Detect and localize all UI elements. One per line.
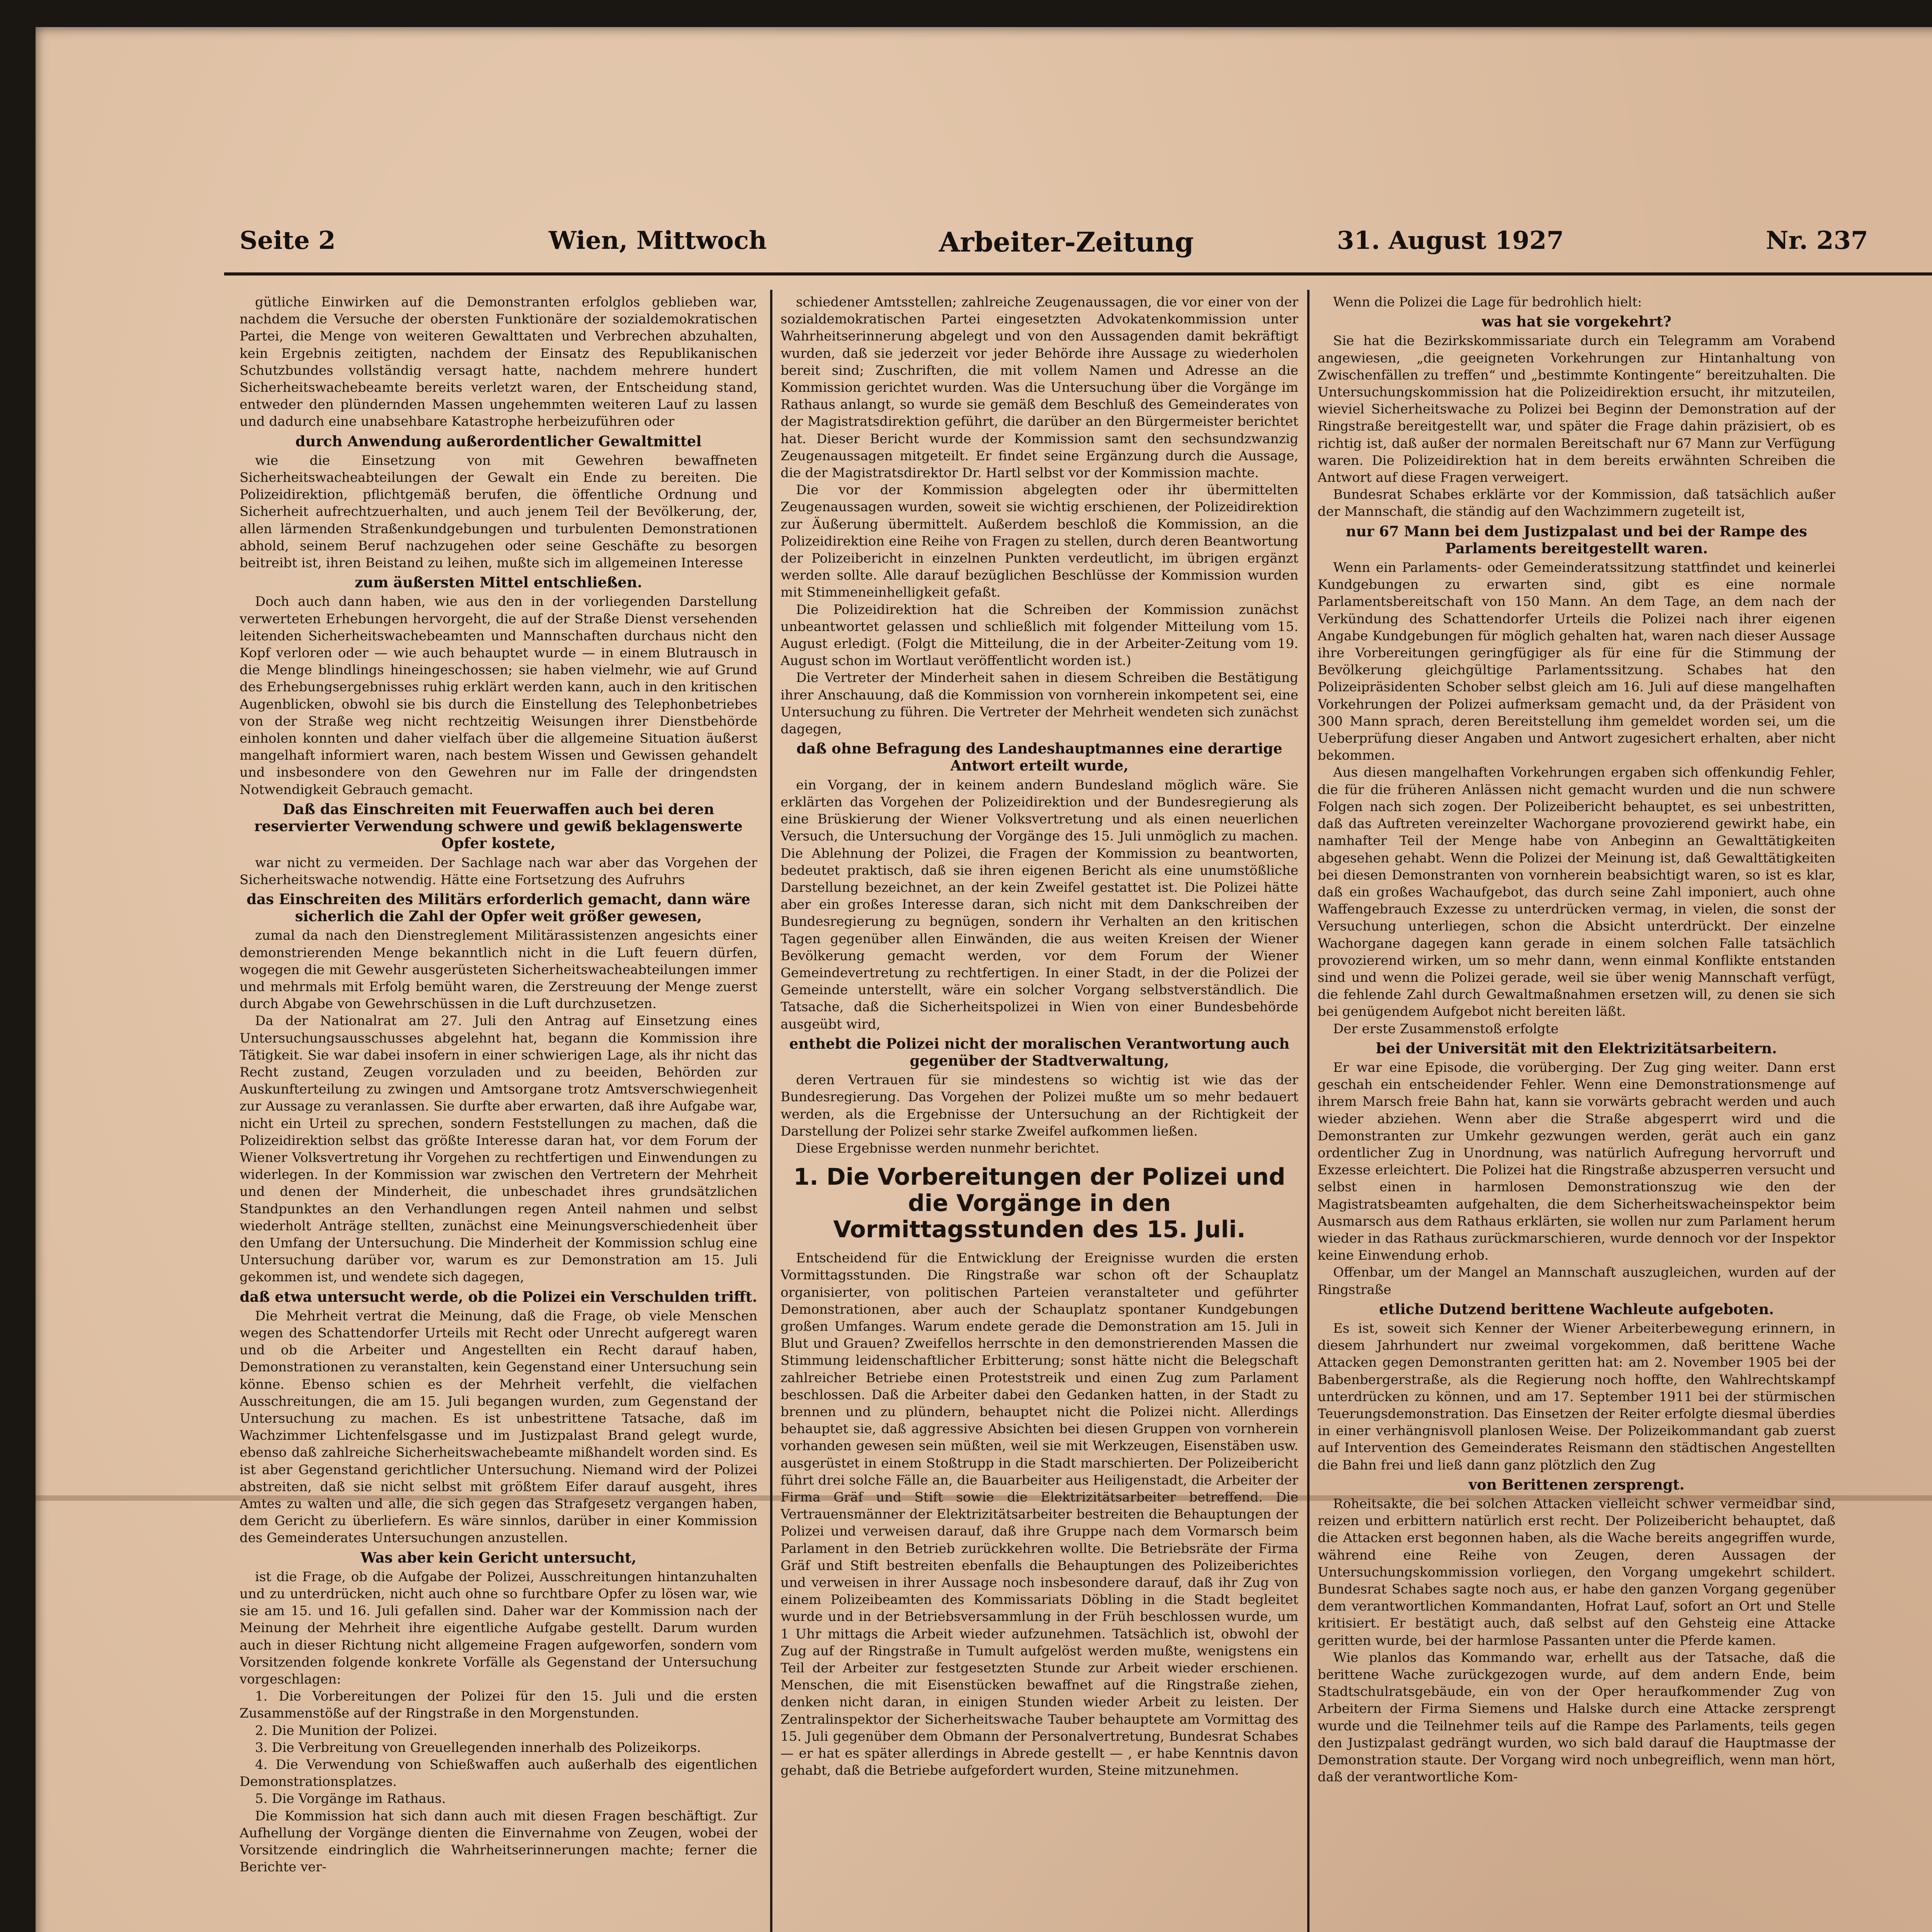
subheading: Was aber kein Gericht untersucht, <box>361 1549 636 1566</box>
paragraph: Roheitsakte, die bei solchen Attacken vielleicht schwer vermeidbar sind, reizen und erbittern natürlich erst recht. Der Polizeibericht behauptet, daß die Attacken erst begonnen haben, als die Wache bereits angegriffen wurde, während eine Reihe von Zeugen, deren Aussagen der Untersuchungskommission vorliegen, den Vorgang umgekehrt schildert. Bundesrat Schabes sagte noch aus, er habe den ganzen Vorgang gegenüber dem verantwortlichen Kommandanten, Hofrat Lauf, sofort an Ort und Stelle kritisiert. Er bestätigt auch, daß selbst auf den Gehsteig eine Attacke geritten wurde, bei der harmlose Passanten unter die Pferde kamen. <box>1318 1496 1835 1648</box>
text-column-3 <box>1318 294 1835 1932</box>
subheading: nur 67 Mann bei dem Justizpalast und bei der Rampe des Parlaments bereitgestellt waren. <box>1346 522 1807 557</box>
subheading: bei der Universität mit den Elektrizitätsarbeitern. <box>1376 1039 1777 1057</box>
paragraph: Bundesrat Schabes erklärte vor der Kommission, daß tatsächlich außer der Mannschaft, die ständig auf den Wachzimmern zugeteilt ist, <box>1318 487 1835 520</box>
paragraph: Wie planlos das Kommando war, erhellt aus der Tatsache, daß die berittene Wache zurückgezogen wurde, auf dem andern Ende, beim Stadtschulratsgebäude, ein von der Oper heraufkommender Zug von Arbeitern der Firma Siemens und Halske durch eine Attacke zersprengt wurde und die Teilnehmer teils auf die Rampe des Parlaments, teils gegen den Justizpalast gedrängt wurden, wo sich bald darauf die Hauptmasse der Demonstration staute. Der Vorgang wird noch unbegreiflich, wenn man hört, daß der verantwortliche Kom- <box>1318 1650 1835 1785</box>
issue-date: 31. August 1927 <box>1337 226 1564 255</box>
paragraph: gütliche Einwirken auf die Demonstranten erfolglos geblieben war, nachdem die Versuche der obersten Funktionäre der sozialdemokratischen Partei, die Menge von weiteren Gewalttaten und Verbrechen abzuhalten, kein Ergebnis zeitigten, nachdem der Einsatz des Republikanischen Schutzbundes vollständig versagt hatte, nachdem mehrere hundert Sicherheitswachebeamte bereits verletzt waren, der Entscheidung stand, entweder den plündernden Massen ungehemmten weiteren Lauf zu lassen und dadurch eine unabsehbare Katastrophe herbeizuführen oder <box>240 294 757 430</box>
subheading: daß etwa untersucht werde, ob die Polizei ein Verschulden trifft. <box>240 1288 757 1305</box>
paragraph: schiedener Amtsstellen; zahlreiche Zeugenaussagen, die vor einer von der sozialdemokratischen Partei eingesetzten Advokatenkommission unter Wahrheitserinnerung abgelegt und von den Aussagenden damit bekräftigt wurden, daß sie jederzeit vor jeder Behörde ihre Aussage zu wiederholen bereit sind; Zuschriften, die mit vollem Namen und Adresse an die Kommission gerichtet wurden. Was die Untersuchung über die Vorgänge im Rathaus anlangt, so wurde sie gemäß dem Beschluß des Gemeinderates von der Magistratsdirektion geführt, die darüber an den Bürgermeister berichtet hat. Dieser Bericht wurde der Kommission samt den sechsundzwanzig Zeugenaussagen mitgeteilt. Er findet seine Ergänzung durch die Aussage, die der Magistratsdirektor Dr. Hartl selbst vor der Kommission machte. <box>781 294 1298 481</box>
issue-number: Nr. 237 <box>1766 226 1868 255</box>
paragraph: Wenn ein Parlaments- oder Gemeinderatssitzung stattfindet und keinerlei Kundgebungen zu erwarten sind, gibt es eine normale Parlamentsbereitschaft von 150 Mann. An dem Tage, an dem nach der Verkündung des Schattendorfer Urteils die Polizei nach ihrer eigenen Angabe Kundgebungen für möglich gehalten hat, waren nach dieser Aussage ihre Vorbereitungen geringfügiger als für eine für die Stimmung der Bevölkerung gleichgültige Parlamentssitzung. Schabes hat den Polizeipräsidenten Schober selbst gleich am 16. Juli auf diese mangelhaften Vorkehrungen der Polizei aufmerksam gemacht und, da der Präsident von 300 Mann sprach, deren Bereitstellung ihm gemeldet worden sei, um die Ueberprüfung dieser Angaben und Antwort zugesichert erhalten, aber nicht bekommen. <box>1318 560 1835 764</box>
subheading: daß ohne Befragung des Landeshauptmannes eine derartige Antwort erteilt wurde, <box>796 740 1282 774</box>
paragraph: ein Vorgang, der in keinem andern Bundesland möglich wäre. Sie erklärten das Vorgehen der Polizeidirektion und der Bundesregierung als eine Brüskierung der Wiener Volksvertretung und als einen neuerlichen Versuch, die Untersuchung der Vorgänge des 15. Juli unmöglich zu machen. Die Ablehnung der Polizei, die Fragen der Kommission zu beantworten, bedeutet praktisch, daß sie ihren eigenen Bericht als eine unumstößliche Darstellung bezeichnet, an der kein Zweifel gestattet ist. Die Polizei hätte aber ein großes Interesse daran, sich nicht mit dem Dankschreiben der Bundesregierung zu begnügen, sondern ihr Verhalten an den kritischen Tagen gegenüber allen Einwänden, die aus weiten Kreisen der Wiener Bevölkerung gemacht werden, vor dem Forum der Wiener Gemeindevertretung zu rechtfertigen. In einer Stadt, in der die Polizei der Gemeinde unterstellt, wäre ein solcher Vorgang selbstverständlich. Die Tatsache, daß die Sicherheitspolizei in Wien von einer Bundesbehörde ausgeübt wird, <box>781 777 1298 1032</box>
paragraph: deren Vertrauen für sie mindestens so wichtig ist wie das der Bundesregierung. Das Vorgehen der Polizei mußte um so mehr bedauert werden, als die Ergebnisse der Untersuchung an der Richtigkeit der Darstellung der Polizei sehr starke Zweifel aufkommen ließen. <box>781 1072 1298 1139</box>
paragraph: Offenbar, um der Mangel an Mannschaft auszugleichen, wurden auf der Ringstraße <box>1318 1265 1835 1298</box>
paragraph: Sie hat die Bezirkskommissariate durch ein Telegramm am Vorabend angewiesen, „die geeigneten Vorkehrungen zur Hintanhaltung von Zwischenfällen zu treffen“ und „bestimmte Kontingente“ bereitzuhalten. Die Untersuchungskommission hat die Polizeidirektion ersucht, ihr mitzuteilen, wieviel Sicherheitswache zu Polizei bei Beginn der Demonstration auf der Ringstraße bereitgestellt war, und später die Frage dahin präzisiert, ob es richtig ist, daß außer der normalen Bereitschaft nur 67 Mann zur Verfügung waren. Die Polizeidirektion hat in dem bereits erwähnten Schreiben die Antwort auf diese Fragen verweigert. <box>1318 333 1835 486</box>
column-rule <box>1307 290 1310 1932</box>
paragraph: wie die Einsetzung von mit Gewehren bewaffneten Sicherheitswacheabteilungen der Gewalt ein Ende zu bereiten. Die Polizeidirektion, pflichtgemäß berufen, die öffentliche Ordnung und Sicherheit aufrechtzuerhalten, und auch jenem Teil der Bevölkerung, der, allen lärmenden Straßenkundgebungen und turbulenten Demonstrationen abhold, seinem Beruf nachzugehen oder seine Geschäfte zu besorgen beitreibt ist, ihren Beistand zu leihen, mußte sich im allgemeinen Interesse <box>240 452 757 571</box>
text-column-1 <box>240 294 757 1932</box>
paragraph: Entscheidend für die Entwicklung der Ereignisse wurden die ersten Vormittagsstunden. Die Ringstraße war schon oft der Schauplatz organisierter, von politischen Parteien veranstalteter und geführter Demonstrationen, aber auch der Schauplatz spontaner Kundgebungen großen Umfanges. Warum endete gerade die Demonstration am 15. Juli in Blut und Grauen? Zweifellos herrschte in den demonstrierenden Massen die Stimmung leidenschaftlicher Erbitterung; sonst hätte nicht die Belegschaft zahlreicher Betriebe einen Proteststreik und einen Zug zum Parlament beschlossen. Daß die Arbeiter dabei den Gedanken hatten, in der Stadt zu brennen und zu plündern, behauptet nicht die Polizei nicht. Allerdings behauptet sie, daß aggressive Absichten bei diesen Gruppen von vornherein vorhanden gewesen sein müßten, weil sie mit Werkzeugen, Eisenstäben usw. ausgerüstet in einem Stoßtrupp in die Stadt marschierten. Der Polizeibericht führt drei solche Fälle an, die Bauarbeiter aus Heiligenstadt, die Arbeiter der Firma Gräf und Stift sowie die Elektrizitätsarbeiter betreffend. Die Vertrauensmänner der Elektrizitätsarbeiter bestreiten die Behauptungen der Polizei und verweisen darauf, daß ihre Gruppe nach dem Vormarsch beim Parlament in den Betrieb zurückkehren wollte. Die Betriebsräte der Firma Gräf und Stift bestreiten ebenfalls die Behauptungen des Polizeiberichtes und verweisen in ihrer Aussage noch insbesondere darauf, daß ihr Zug von einem Polizeibeamten des Kommissariats Döbling in die Stadt begleitet wurde und in der Betriebsversammlung in der Früh beschlossen wurde, um 1 Uhr mittags die Arbeit wieder aufzunehmen. Tatsächlich ist, obwohl der Zug auf der Ringstraße in Tumult aufgelöst werden mußte, wenigstens ein Teil der Arbeiter zur festgesetzten Stunde zur Arbeit wieder erschienen. Menschen, die mit Eisenstücken bewaffnet auf die Ringstraße ziehen, denken nicht daran, in einigen Stunden wieder Arbeit zu leisten. Der Zentralinspektor der Sicherheitswache Tauber behauptete am Vormittag des 15. Juli gegenüber dem Obmann der Personalvertretung, Bundesrat Schabes — er hat es später allerdings in Abrede gestellt — , er habe Kenntnis davon gehabt, daß die Betriebe aufgefordert wurden, Steine mitzunehmen. <box>781 1250 1298 1779</box>
subheading: etliche Dutzend berittene Wachleute aufgeboten. <box>1379 1300 1774 1318</box>
paragraph: Aus diesen mangelhaften Vorkehrungen ergaben sich offenkundig Fehler, die für die früheren Anlässen nicht gemacht wurden und die nun schwere Folgen nach sich zogen. Der Polizeibericht behauptet, es sei unbestritten, daß das Auftreten vereinzelter Wachorgane provozierend gewirkt habe, ein namhafter Teil der Menge habe von Anbeginn an Gewalttätigkeiten abgesehen gehabt. Wenn die Polizei der Meinung ist, daß Gewalttätigkeiten bei diesen Demonstranten von vornherein beabsichtigt waren, so ist es klar, daß ein großes Wachaufgebot, das durch seine Zahl imponiert, auch ohne Waffengebrauch Exzesse zu unterdrücken vermag, in vielen, die sonst der Versuchung unterliegen, schon die Absicht unterdrückt. Der einzelne Wachorgane dagegen kann gerade in einem solchen Falle tatsächlich provozierend wirken, um so mehr dann, wenn einmal Konflikte entstanden sind und wenn die Polizei gerade, weil sie über wenig Mannschaft verfügt, die fehlende Zahl durch Gewaltmaßnahmen ersetzen will, zu denen sie sich bei genügendem Aufgebot nicht bereiten läßt. <box>1318 765 1835 1020</box>
list-item: 3. Die Verbreitung von Greuellegenden innerhalb des Polizeikorps. <box>255 1740 701 1755</box>
paragraph: Er war eine Episode, die vorüberging. Der Zug ging weiter. Dann erst geschah ein entscheidender Fehler. Wenn eine Demonstrationsmenge auf ihrem Marsch freie Bahn hat, kann sie vorwärts gebracht werden und auch wieder abziehen. Wenn aber die Straße abgesperrt wird und die Demonstranten zur Umkehr gezwungen werden, gerät auch ein ganz ordentlicher Zug in Unordnung, was natürlich Aufregung hervorruft und Exzesse erleichtert. Die Polizei hat die Ringstraße abzusperren versucht und selbst einen in harmlosen Demonstrationszug wie den der Magistratsbeamten aufgehalten, die dem Sicherheitswacheinspektor beim Ausmarsch aus dem Rathaus erklärten, sie wollen nur zum Parlament herum wieder in das Rathaus zurückmarschieren, wurde dennoch vor der Inspektor keine Einwendung erhob. <box>1318 1060 1835 1264</box>
subheading: das Einschreiten des Militärs erforderlich gemacht, dann wäre sicherlich die Zahl der Opfer weit größer gewesen, <box>247 890 750 925</box>
paragraph: ist die Frage, ob die Aufgabe der Polizei, Ausschreitungen hintanzuhalten und zu unterdrücken, nicht auch ohne so furchtbare Opfer zu lösen war, wie sie am 15. und 16. Juli gefallen sind. Daher war der Kommission nach der Meinung der Mehrheit ihre eigentliche Aufgabe gestellt. Darum wurden auch in dieser Richtung nicht allgemeine Fragen aufgeworfen, sondern vom Vorsitzenden folgende konkrete Vorfälle als Gegenstand der Untersuchung vorgeschlagen: <box>240 1569 757 1687</box>
paragraph: Wenn die Polizei die Lage für bedrohlich hielt: <box>1333 294 1642 310</box>
page-number: Seite 2 <box>240 226 336 255</box>
section-title: 1. Die Vorbereitungen der Polizei und die Vorgänge in den Vormittagsstunden des 15. Juli. <box>793 1163 1286 1243</box>
paragraph: Die Polizeidirektion hat die Schreiben der Kommission zunächst unbeantwortet gelassen und schließlich mit folgender Mitteilung vom 15. August erledigt. (Folgt die Mitteilung, die in der Arbeiter-Zeitung vom 19. August schon im Wortlaut veröffentlicht worden ist.) <box>781 602 1298 669</box>
subheading: durch Anwendung außerordentlicher Gewaltmittel <box>295 432 702 450</box>
subheading: Daß das Einschreiten mit Feuerwaffen auch bei deren reservierter Verwendung schwere und gewiß beklagenswerte Opfer kostete, <box>254 800 743 852</box>
text-column-2 <box>781 294 1298 1932</box>
newspaper-name: Arbeiter-Zeitung <box>939 226 1194 258</box>
paragraph: Die Kommission hat sich dann auch mit diesen Fragen beschäftigt. Zur Aufhellung der Vorgänge dienten die Einvernahme von Zeugen, wobei der Vorsitzende eindringlich die Wahrheitserinnerungen machte; ferner die Berichte ver- <box>240 1808 757 1875</box>
paragraph: Die Mehrheit vertrat die Meinung, daß die Frage, ob viele Menschen wegen des Schattendorfer Urteils mit Recht oder Unrecht aufgeregt waren und ob die Arbeiter und Angestellten ein Recht darauf haben, Demonstrationen zu veranstalten, kein Gegenstand einer Untersuchung sein könne. Ebenso schien es der Mehrheit verfehlt, die vielfachen Ausschreitungen, die am 15. Juli begangen wurden, zum Gegenstand der Untersuchung zu machen. Es ist unbestrittene Tatsache, daß im Wachzimmer Lichtenfelsgasse und im Justizpalast Brand gelegt wurde, ebenso daß zahlreiche Sicherheitswachebeamte mißhandelt worden sind. Es ist aber Gegenstand gerichtlicher Untersuchung. Niemand wird der Polizei abstreiten, daß sie nicht selbst mit größtem Eifer darauf ausgeht, ihres Amtes zu walten und alle, die sich gegen das Strafgesetz vergangen haben, dem Gericht zu überliefern. Es wäre sinnlos, darüber in einer Kommission des Gemeinderates Untersuchungen anzustellen. <box>240 1308 757 1546</box>
list-item: 4. Die Verwendung von Schießwaffen auch außerhalb des eigentlichen Demonstrationsplatzes. <box>240 1757 757 1790</box>
paragraph: Die Vertreter der Minderheit sahen in diesem Schreiben die Bestätigung ihrer Anschauung, daß die Kommission von vornherein inkompetent sei, eine Untersuchung zu führen. Die Vertreter der Mehrheit wendeten sich zunächst dagegen, <box>781 670 1298 737</box>
list-item: 1. Die Vorbereitungen der Polizei für den 15. Juli und die ersten Zusammenstöße auf der Ringstraße in den Morgenstunden. <box>240 1689 757 1721</box>
subheading: was hat sie vorgekehrt? <box>1481 313 1672 330</box>
paragraph: zumal da nach den Dienstreglement Militärassistenzen angesichts einer demonstrierenden Menge bekanntlich nicht in die Luft feuern dürfen, wogegen die mit Gewehr ausgerüsteten Sicherheitswacheabteilungen immer und mehrmals mit Erfolg bemüht waren, die Zerstreuung der Menge zuerst durch Abgabe von Gewehrschüssen in die Luft durchzusetzen. <box>240 928 757 1012</box>
list-item: 5. Die Vorgänge im Rathaus. <box>255 1791 446 1807</box>
paragraph: Da der Nationalrat am 27. Juli den Antrag auf Einsetzung eines Untersuchungsausschusses abgelehnt hat, begann die Kommission ihre Tätigkeit. Sie war dabei insofern in einer schwierigen Lage, als ihr nicht das Recht zustand, Zeugen vorzuladen und zu beeiden, Behörden zur Auskunfterteilung zu zwingen und Amtsorgane trotz Amtsverschwiegenheit zur Aussage zu veranlassen. Sie durfte aber erwarten, daß ihre Aufgabe war, nicht ein Urteil zu sprechen, sondern Feststellungen zu machen, daß die Polizeidirektion selbst das größte Interesse daran hat, vor dem Forum der Wiener Volksvertretung ihr Vorgehen zu rechtfertigen und Einwendungen zu widerlegen. In der Kommission war zwischen den Vertretern der Mehrheit und denen der Minderheit, die unbeschadet ihres grundsätzlichen Standpunktes an den Verhandlungen regen Anteil nahmen und selbst wiederholt Anträge stellten, zunächst eine Meinungsverschiedenheit über den Umfang der Untersuchung. Die Minderheit der Kommission schlug eine Untersuchung darüber vor, warum es zur Demonstration am 15. Juli gekommen ist, und wendete sich dagegen, <box>240 1013 757 1285</box>
subheading: von Berittenen zersprengt. <box>1468 1476 1685 1493</box>
subheading: enthebt die Polizei nicht der moralischen Verantwortung auch gegenüber der Stadtverwaltung, <box>789 1035 1290 1069</box>
place-day: Wien, Mittwoch <box>549 226 767 255</box>
paragraph: Die vor der Kommission abgelegten oder ihr übermittelten Zeugenaussagen wurden, soweit sie wichtig erschienen, der Polizeidirektion zur Äußerung übermittelt. Außerdem beschloß die Kommission, an die Polizeidirektion eine Reihe von Fragen zu stellen, durch deren Beantwortung der Polizeibericht in einzelnen Punkten verdeutlicht, im übrigen ergänzt werden sollte. Alle darauf bezüglichen Beschlüsse der Kommission wurden mit Stimmeneinhelligkeit gefaßt. <box>781 482 1298 600</box>
paragraph: Doch auch dann haben, wie aus den in der vorliegenden Darstellung verwerteten Erhebungen hervorgeht, die auf der Straße Dienst versehenden leitenden Sicherheitswachebeamten und Mannschaften durchaus nicht den Kopf verloren oder — wie auch behauptet wurde — in einem Blutrausch in die Menge blindlings hineingeschossen; sie haben vielmehr, wie auf Grund des Erhebungsergebnisses ruhig erklärt werden kann, auch in den kritischen Augenblicken, obwohl sie bis durch die Einstellung des Telephonbetriebes von der Straße weg nicht rechtzeitig Weisungen ihrer Dienstbehörde einholen konnten und daher vielfach über die allgemeine Situation äußerst mangelhaft informiert waren, nach bestem Wissen und Gewissen gehandelt und insbesondere von den Gewehren nur im Falle der dringendsten Notwendigkeit Gebrauch gemacht. <box>240 594 757 798</box>
paragraph: war nicht zu vermeiden. Der Sachlage nach war aber das Vorgehen der Sicherheitswache notwendig. Hätte eine Fortsetzung des Aufruhrs <box>240 855 757 888</box>
column-rule <box>770 290 772 1932</box>
subheading: zum äußersten Mittel entschließen. <box>355 574 642 591</box>
list-item: 2. Die Munition der Polizei. <box>255 1723 437 1738</box>
header-rule <box>224 272 1932 276</box>
paragraph: Diese Ergebnisse werden nunmehr berichtet. <box>796 1140 1100 1156</box>
paragraph: Der erste Zusammenstoß erfolgte <box>1333 1021 1559 1037</box>
paragraph: Es ist, soweit sich Kenner der Wiener Arbeiterbewegung erinnern, in diesem Jahrhundert nur zweimal vorgekommen, daß berittene Wache Attacken gegen Demonstranten geritten hat: am 2. November 1905 bei der Babenbergerstraße, als die Regierung noch hoffte, den Wahlrechtskampf unterdrücken zu können, und am 17. September 1911 bei der stürmischen Teuerungsdemonstration. Das Einsetzen der Reiter erfolgte diesmal überdies in einer verhängnisvoll planlosen Weise. Der Polizeikommandant gab zuerst auf Intervention des Gemeinderates Reismann den städtischen Angestellten die Bahn frei und ließ dann ganz plötzlich den Zug <box>1318 1320 1835 1473</box>
